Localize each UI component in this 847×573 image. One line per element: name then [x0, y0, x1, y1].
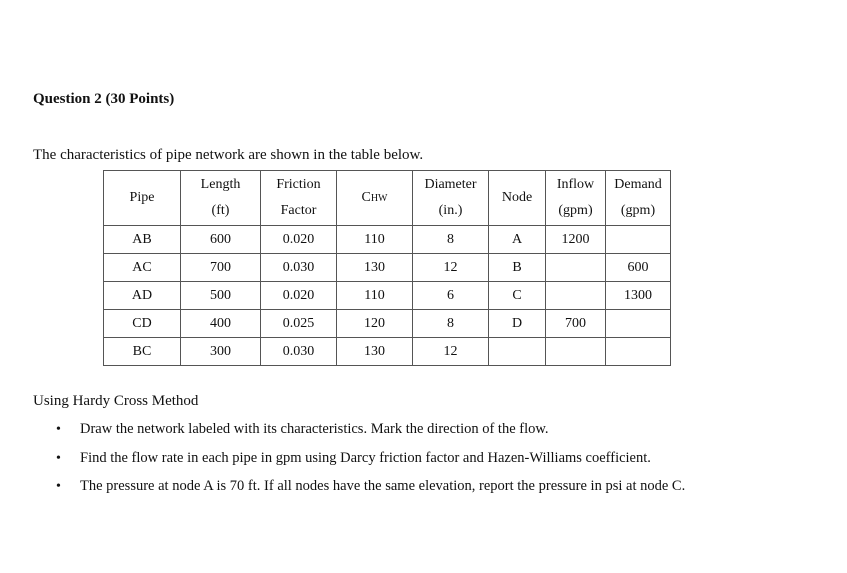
table-header-row	[104, 171, 671, 226]
cell-demand	[606, 226, 671, 254]
cell-pipe: CD	[104, 310, 181, 338]
bullet-icon: •	[56, 450, 61, 466]
cell-inflow	[546, 282, 606, 310]
cell-pipe: AD	[104, 282, 181, 310]
header-diameter: Diameter (in.)	[413, 171, 489, 226]
task-text: The pressure at node A is 70 ft. If all nodes have the same elevation, report the pressure in psi at node C.	[80, 478, 686, 494]
header-node: Node	[489, 171, 546, 226]
cell-friction: 0.030	[261, 338, 337, 366]
intro-text: The characteristics of pipe network are shown in the table below.	[33, 147, 424, 163]
bullet-icon: •	[56, 479, 61, 494]
cell-demand	[606, 310, 671, 338]
header-pipe: Pipe	[104, 171, 181, 226]
header-demand: Demand (gpm)	[606, 171, 671, 226]
task-list	[56, 421, 685, 507]
cell-demand	[606, 338, 671, 366]
cell-friction: 0.020	[261, 226, 337, 254]
cell-node	[489, 338, 546, 366]
cell-chw: 130	[337, 254, 413, 282]
cell-inflow: 1200	[546, 226, 606, 254]
question-title: Question 2 (30 Points)	[33, 91, 175, 107]
header-inflow: Inflow (gpm)	[546, 171, 606, 226]
table-row	[104, 282, 671, 310]
cell-node: C	[489, 282, 546, 310]
cell-length: 600	[181, 226, 261, 254]
cell-diameter: 8	[413, 310, 489, 338]
list-item	[56, 421, 685, 450]
cell-chw: 110	[337, 282, 413, 310]
cell-diameter: 6	[413, 282, 489, 310]
task-text: Find the flow rate in each pipe in gpm using Darcy friction factor and Hazen-Williams coefficient.	[80, 449, 651, 466]
cell-diameter: 8	[413, 226, 489, 254]
cell-friction: 0.030	[261, 254, 337, 282]
cell-inflow	[546, 338, 606, 366]
cell-chw: 130	[337, 338, 413, 366]
cell-length: 700	[181, 254, 261, 282]
cell-node: A	[489, 226, 546, 254]
list-item	[56, 478, 685, 507]
table-row	[104, 338, 671, 366]
cell-length: 300	[181, 338, 261, 366]
cell-pipe: BC	[104, 338, 181, 366]
cell-length: 500	[181, 282, 261, 310]
cell-demand: 1300	[606, 282, 671, 310]
cell-node: D	[489, 310, 546, 338]
table-row	[104, 254, 671, 282]
cell-pipe: AB	[104, 226, 181, 254]
cell-chw: 110	[337, 226, 413, 254]
header-length: Length (ft)	[181, 171, 261, 226]
cell-demand: 600	[606, 254, 671, 282]
cell-node: B	[489, 254, 546, 282]
list-item	[56, 450, 685, 479]
task-text: Draw the network labeled with its characteristics. Mark the direction of the flow.	[80, 421, 549, 437]
header-friction-factor: Friction Factor	[261, 171, 337, 226]
header-chw: CHW	[337, 171, 413, 226]
cell-pipe: AC	[104, 254, 181, 282]
cell-chw: 120	[337, 310, 413, 338]
table-row	[104, 226, 671, 254]
cell-inflow	[546, 254, 606, 282]
cell-friction: 0.025	[261, 310, 337, 338]
method-label: Using Hardy Cross Method	[33, 393, 199, 409]
table-row	[104, 310, 671, 338]
cell-diameter: 12	[413, 338, 489, 366]
bullet-icon: •	[56, 422, 61, 437]
cell-length: 400	[181, 310, 261, 338]
pipe-characteristics-table	[103, 170, 671, 366]
cell-diameter: 12	[413, 254, 489, 282]
cell-friction: 0.020	[261, 282, 337, 310]
cell-inflow: 700	[546, 310, 606, 338]
